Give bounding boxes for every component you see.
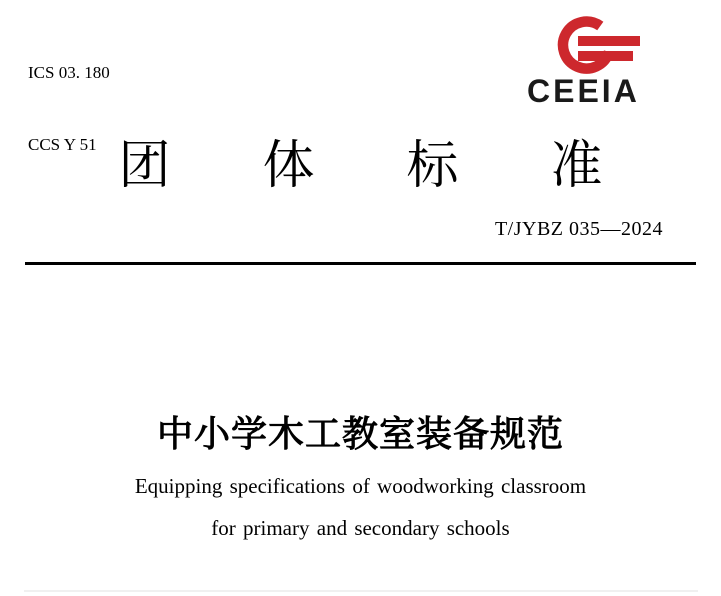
document-title-en-line2: for primary and secondary schools [211, 516, 510, 540]
ccs-code: CCS Y 51 [28, 135, 97, 154]
logo-bottom-bar-shape [578, 51, 633, 61]
ics-code: ICS 03. 180 [28, 63, 110, 82]
ceeia-logo [527, 15, 697, 107]
standard-type-char: 准 [550, 137, 603, 195]
standard-type-heading [0, 137, 721, 195]
document-title-zh: 中小学木工教室装备规范 [156, 413, 564, 454]
standard-type-char: 标 [406, 137, 459, 195]
standard-number: T/JYBZ 035—2024 [494, 218, 663, 240]
header-divider-rule [25, 262, 696, 265]
bottom-edge-line [24, 590, 698, 592]
logo-top-bar-shape [578, 36, 640, 46]
ceeia-logo-text: CEEIA [527, 73, 640, 109]
document-title-en-line1: Equipping specifications of woodworking classroom [134, 474, 587, 498]
ceeia-emblem-icon [550, 15, 642, 77]
standard-type-char: 体 [262, 137, 315, 195]
standard-type-char: 团 [118, 137, 171, 195]
